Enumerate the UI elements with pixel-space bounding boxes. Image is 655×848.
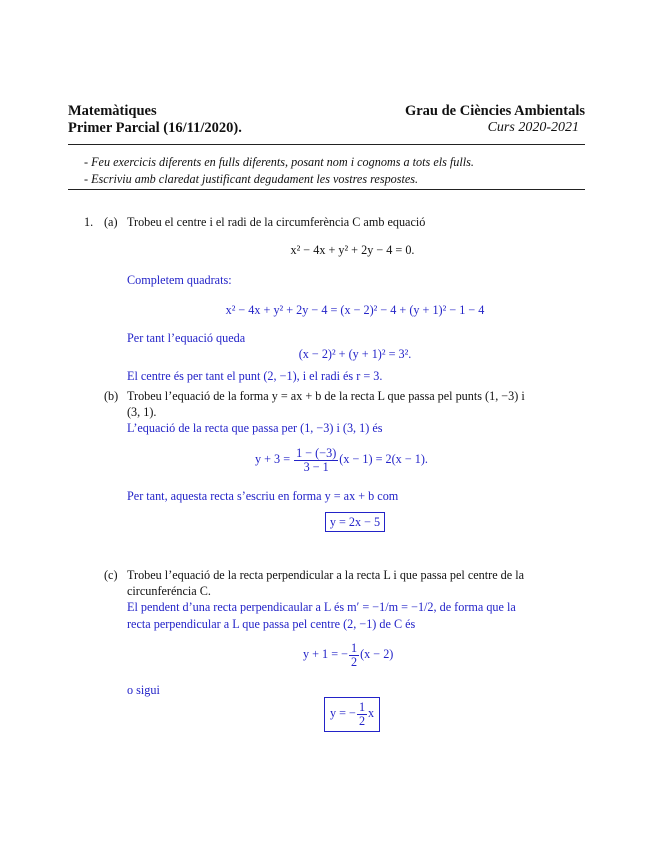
- header-rule-bottom: [68, 189, 585, 190]
- part-b-statement-line2: (3, 1).: [127, 405, 157, 419]
- part-a-statement: Trobeu el centre i el radi de la circumferència C amb equació: [127, 215, 426, 229]
- part-b-solution-text2: Per tant, aquesta recta s’escriu en forma y = ax + b com: [127, 489, 399, 503]
- part-c-ans-fraction: [357, 701, 367, 728]
- part-c-solution-text2: recta perpendicular a L que passa pel centre (2, −1) de C és: [127, 617, 416, 631]
- part-c-ans-denominator: 2: [358, 713, 366, 728]
- instruction-1: - Feu exercicis diferents en fulls diferents, posant nom i cognoms a tots els fulls.: [84, 155, 474, 169]
- part-c-label: (c): [104, 568, 118, 582]
- part-a-label: (a): [104, 215, 118, 229]
- part-b-eq-fraction: [294, 447, 338, 474]
- part-a-solution-eq1: x² − 4x + y² + 2y − 4 = (x − 2)² − 4 + (y + 1)² − 1 − 4: [225, 303, 485, 317]
- part-b-statement-line1: Trobeu l’equació de la forma y = ax + b de la recta L que passa pel punts (1, −3) i: [127, 389, 525, 403]
- course-label: Curs 2020-2021: [487, 120, 579, 135]
- part-c-answer-box: [324, 697, 380, 732]
- part-c-eq-left: y + 1 = −: [303, 647, 348, 662]
- exam-title: Primer Parcial (16/11/2020).: [68, 120, 242, 136]
- part-a-solution-eq2: (x − 2)² + (y + 1)² = 3².: [298, 347, 412, 361]
- part-c-eq-numerator: 1: [351, 641, 358, 655]
- subject-title: Matemàtiques: [68, 103, 157, 119]
- part-b-eq-right: (x − 1) = 2(x − 1).: [339, 452, 428, 467]
- part-b-eq-denominator: 3 − 1: [303, 459, 329, 474]
- part-a-equation: x² − 4x + y² + 2y − 4 = 0.: [290, 243, 415, 257]
- part-a-solution-text2: Per tant l’equació queda: [127, 331, 246, 345]
- part-c-eq-right: (x − 2): [360, 647, 394, 662]
- part-b-solution-text1: L’equació de la recta que passa per (1, −3) i (3, 1) és: [127, 421, 383, 435]
- part-c-statement-line1: Trobeu l’equació de la recta perpendicular a la recta L i que passa pel centre de la: [127, 568, 525, 582]
- part-c-ans-right: x: [368, 706, 375, 721]
- part-c-statement-line2: circunferéncia C.: [127, 584, 211, 598]
- part-b-solution-equation: [255, 447, 428, 474]
- part-c-solution-equation: [303, 642, 393, 669]
- part-c-eq-denominator: 2: [351, 654, 358, 669]
- part-c-solution-text3: o sigui: [127, 683, 160, 697]
- part-c-ans-left: y = −: [330, 706, 356, 721]
- degree-title: Grau de Ciències Ambientals: [404, 103, 585, 119]
- part-c-ans-numerator: 1: [358, 700, 366, 714]
- part-b-answer-box: y = 2x − 5: [325, 512, 385, 532]
- problem-number: 1.: [84, 215, 94, 229]
- instruction-2: - Escriviu amb claredat justificant degudament les vostres respostes.: [84, 172, 419, 186]
- part-b-eq-numerator: 1 − (−3): [296, 446, 337, 460]
- part-b-answer-wrap: [0, 515, 655, 530]
- part-c-eq-fraction: [349, 642, 359, 669]
- part-a-solution-text3: El centre és per tant el punt (2, −1), i el radi és r = 3.: [127, 369, 383, 383]
- part-c-solution-text1: El pendent d’una recta perpendicaular a L és m′ = −1/m = −1/2, de forma que la: [127, 600, 516, 614]
- part-b-label: (b): [104, 389, 119, 403]
- header-rule-top: [68, 144, 585, 145]
- part-b-eq-left: y + 3 =: [255, 452, 291, 467]
- part-a-solution-intro: Completem quadrats:: [127, 273, 232, 287]
